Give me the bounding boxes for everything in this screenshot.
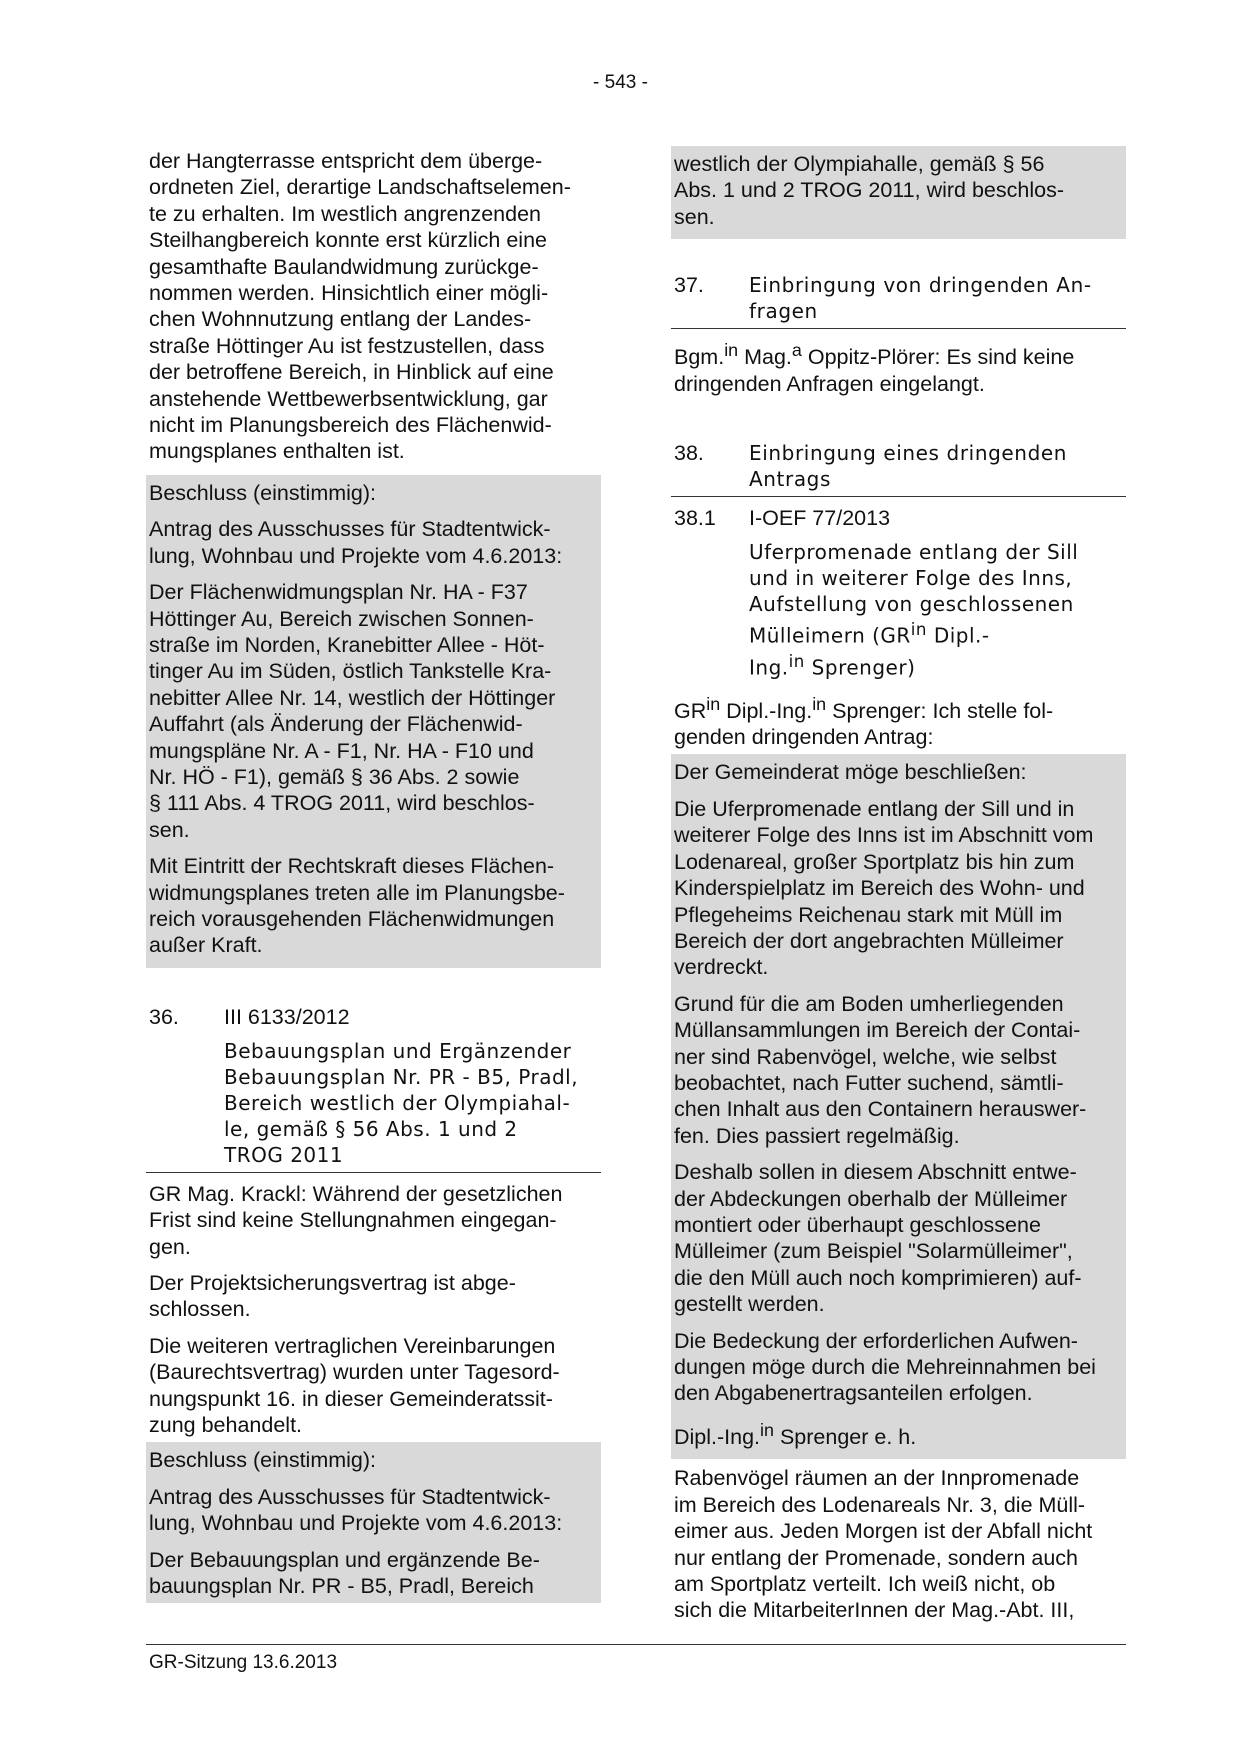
- committee-motion: Antrag des Ausschusses für Stadtentwick- lung, Wohnbau und Projekte vom 4.6.2013:: [146, 513, 601, 576]
- resolution-block-2: [146, 1442, 601, 1603]
- speaker-krackl: GR Mag. Krackl: Während der gesetzlichen Frist sind keine Stellungnahmen eingegan- gen.: [149, 1181, 563, 1259]
- page-number: - 543 -: [593, 72, 648, 93]
- resolution-label: Beschluss (einstimmig):: [146, 477, 601, 513]
- speaker-sprenger: $GR^{in}$ Dipl.-Ing.$^{in}$ Sprenger: Ich stelle fol- genden dringenden Antrag:: [674, 693, 1054, 750]
- motion-paragraph-2: Grund für die am Boden umherliegenden Müllansammlungen im Bereich der Contai- ner sind Rabenvögel, welche, wie selbst beobachtet, nach Futter suchend, sämtli- chen Inhalt aus den Containern herauswer- fen. Dies passiert regelmäßig.: [671, 988, 1126, 1156]
- motion-paragraph-1: Die Uferpromenade entlang der Sill und in weiterer Folge des Inns ist im Abschnitt vom Lodenareal, großer Sportplatz bis hin zum Kinderspielplatz im Bereich des Wohn- und Pflegeheims Reichenau stark mit Müll im Bereich der dort angebrachten Mülleimer verdreckt.: [671, 793, 1126, 988]
- item-title: Einbringung eines dringenden Antrags: [749, 441, 1068, 492]
- intro-paragraph: der Hangterrasse entspricht dem überge- ordneten Ziel, derartige Landschaftselemen- te zu erhalten. Im westlich angrenzenden Steilhangbereich konnte erst kürzlich eine gesamthafte Baulandwidmung zurückge- nommen werden. Hinsichtlich einer mögli- chen Wohnnutzung entlang der Landes- straße Höttinger Au ist festzustellen, dass der betroffene Bereich, in Hinblick auf eine anstehende Wettbewerbsentwicklung, gar nicht im Planungsbereich des Flächenwid- mungsplanes enthalten ist.: [149, 149, 571, 464]
- agenda-item-38: [671, 440, 1126, 497]
- council-resolve: Der Gemeinderat möge beschließen:: [671, 756, 1126, 792]
- right-column: [671, 148, 1126, 1634]
- contract-paragraph: Der Projektsicherungsvertrag ist abge- schlossen.: [149, 1271, 516, 1322]
- motion-block: [671, 754, 1126, 1459]
- motion-paragraph-4: Die Bedeckung der erforderlichen Aufwen- dungen möge durch die Mehreinnahmen bei den Abgabenertragsanteilen erfolgen.: [671, 1325, 1126, 1414]
- agreements-paragraph: Die weiteren vertraglichen Vereinbarungen (Baurechtsvertrag) wurden unter Tagesord- nungspunkt 16. in dieser Gemeinderatssit- zung behandelt.: [149, 1333, 560, 1438]
- item-number: 37.: [674, 273, 704, 298]
- agenda-item-37: [671, 272, 1126, 329]
- item-title: Uferpromenade entlang der Sill und in weiterer Folge des Inns, Aufstellung von geschlossenen Mülleimern ($GR^{in}$ Dipl.- Ing.$^{in}$ Sprenger): [749, 540, 1079, 680]
- left-column: [146, 148, 601, 1603]
- agenda-item-36: [146, 1004, 601, 1173]
- item-number: 36.: [149, 1004, 179, 1029]
- signature: Dipl.-Ing.$^{in}$ Sprenger e. h.: [671, 1414, 1126, 1458]
- item-title: Bebauungsplan und Ergänzender Bebauungsplan Nr. PR - B5, Pradl, Bereich westlich der Olympiahal- le, gemäß § 56 Abs. 1 und 2 TROG 2011: [224, 1038, 579, 1167]
- mayor-statement: Bgm.$^{in}$ Mag.$^a$ Oppitz-Plörer: Es sind keine dringenden Anfragen eingelangt.: [674, 340, 1075, 396]
- continuation-text: westlich der Olympiahalle, gemäß § 56 Abs. 1 und 2 TROG 2011, wird beschlos- sen.: [671, 148, 1126, 237]
- resolution-block-1: [146, 475, 601, 968]
- item-code: III 6133/2012: [224, 1004, 350, 1029]
- resolution-continuation: [671, 146, 1126, 239]
- item-number: 38.: [674, 441, 704, 466]
- agenda-item-38-1: [671, 505, 1126, 680]
- ravens-paragraph: Rabenvögel räumen an der Innpromenade im Bereich des Lodenareals Nr. 3, die Müll- eimer aus. Jeden Morgen ist der Abfall nicht nur entlang der Promenade, sondern auch am Sportplatz verteilt. Ich weiß nicht, ob sich die MitarbeiterInnen der Mag.-Abt. III,: [674, 1466, 1093, 1623]
- building-plan-text: Der Bebauungsplan und ergänzende Be- bauungsplan Nr. PR - B5, Pradl, Bereich: [146, 1544, 601, 1602]
- committee-motion: Antrag des Ausschusses für Stadtentwick- lung, Wohnbau und Projekte vom 4.6.2013:: [146, 1481, 601, 1544]
- motion-paragraph-3: Deshalb sollen in diesem Abschnitt entwe- der Abdeckungen oberhalb der Mülleimer montiert oder überhaupt geschlossene Mülleimer (zum Beispiel "Solarmülleimer", die den Müll auch noch komprimieren) auf- gestellt werden.: [671, 1156, 1126, 1324]
- footer-text: GR-Sitzung 13.6.2013: [149, 1652, 338, 1673]
- effect-text: Mit Eintritt der Rechtskraft dieses Flächen- widmungsplanes treten alle im Planungsbe- reich vorausgehenden Flächenwidmungen außer Kraft.: [146, 850, 601, 966]
- item-code: I-OEF 77/2013: [749, 506, 891, 531]
- item-title: Einbringung von dringenden An- fragen: [749, 273, 1092, 324]
- resolution-label: Beschluss (einstimmig):: [146, 1444, 601, 1480]
- item-number: 38.1: [674, 506, 716, 531]
- zoning-plan-text: Der Flächenwidmungsplan Nr. HA - F37 Höttinger Au, Bereich zwischen Sonnen- straße im Norden, Kranebitter Allee - Höt- tinger Au im Süden, östlich Tankstelle Kra- nebitter Allee Nr. 14, westlich der Höttinger Auffahrt (als Änderung der Flächenwid- mungspläne Nr. A - F1, Nr. HA - F10 und Nr. HÖ - F1), gemäß § 36 Abs. 2 sowie § 111 Abs. 4 TROG 2011, wird beschlos- sen.: [146, 576, 601, 850]
- footer-rule: [146, 1644, 1126, 1645]
